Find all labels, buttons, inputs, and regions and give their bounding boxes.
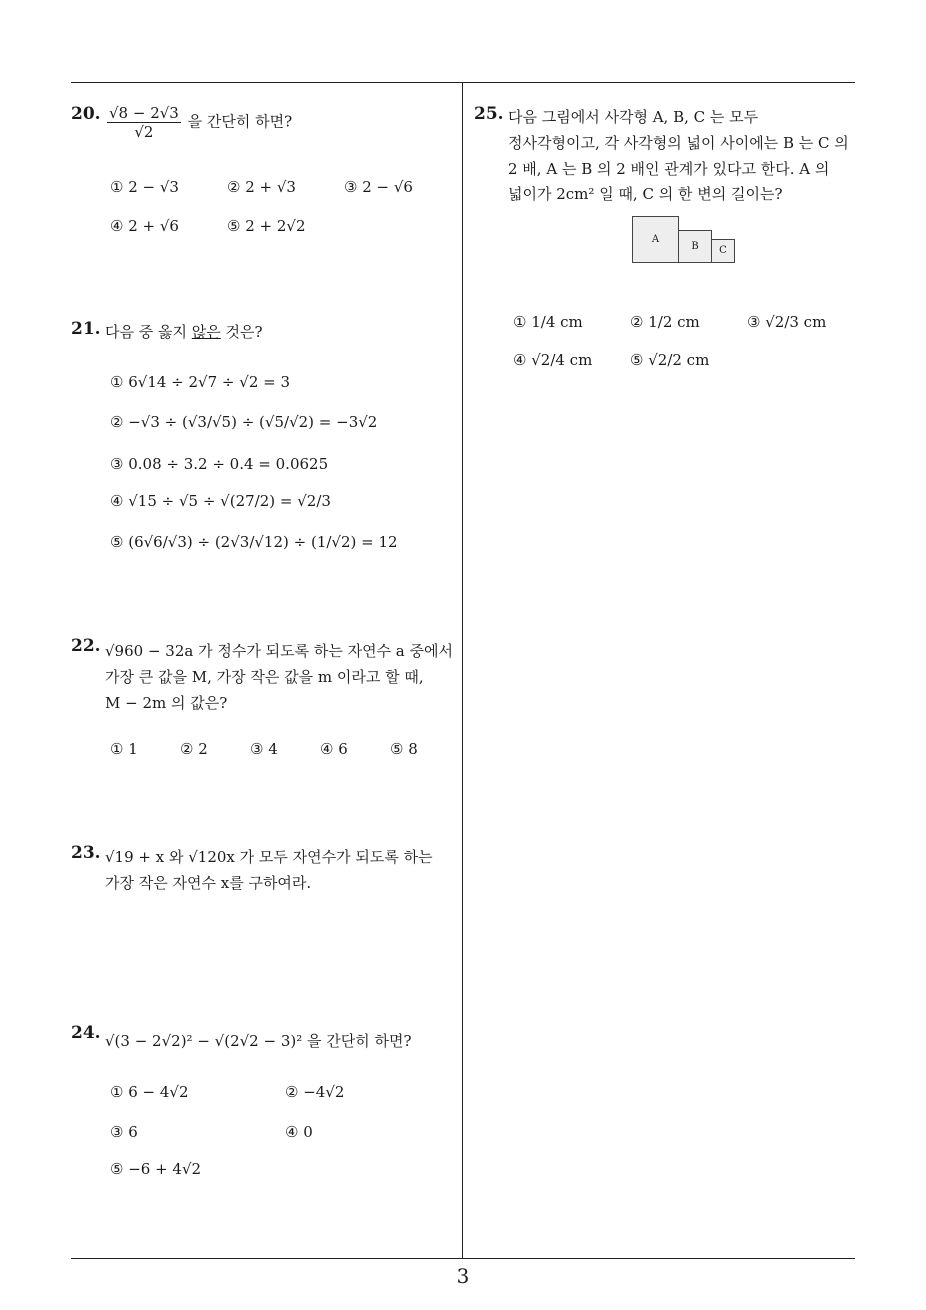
q24-option-3[interactable]: ③ 6 xyxy=(110,1123,138,1141)
question-number: 25. xyxy=(474,104,504,124)
question-number: 21. xyxy=(71,319,101,339)
q21-text-c: 것은? xyxy=(225,323,263,341)
q22-option-2[interactable]: ② 2 xyxy=(180,740,208,758)
q21-option-2[interactable]: ② −√3 ÷ (√3/√5) ÷ (√5/√2) = −3√2 xyxy=(110,413,378,431)
q21-text-underlined: 않은 xyxy=(191,323,221,341)
q25-line-3: 2 배, A 는 B 의 2 배인 관계가 있다고 한다. A 의 xyxy=(508,160,830,178)
q21-text-a: 다음 중 옳지 xyxy=(105,323,187,341)
q22-option-3[interactable]: ③ 4 xyxy=(250,740,278,758)
q23-line-2: 가장 작은 자연수 x를 구하여라. xyxy=(105,874,312,892)
square-a: A xyxy=(632,216,679,263)
q20-option-2[interactable]: ② 2 + √3 xyxy=(227,178,296,196)
q20-expression xyxy=(105,104,292,141)
q20-numerator: √8 − 2√3 xyxy=(109,104,179,122)
q23-line-1: √19 + x 와 √120x 가 모두 자연수가 되도록 하는 xyxy=(105,848,433,866)
q22-line-2: 가장 큰 값을 M, 가장 작은 값을 m 이라고 할 때, xyxy=(105,668,424,686)
q21-question xyxy=(105,321,263,342)
q22-line-3: M − 2m 의 값은? xyxy=(105,694,228,712)
q24-line-1: √(3 − 2√2)² − √(2√2 − 3)² 을 간단히 하면? xyxy=(105,1032,412,1050)
bottom-rule xyxy=(71,1258,855,1259)
q22-option-4[interactable]: ④ 6 xyxy=(320,740,348,758)
top-rule xyxy=(71,82,855,83)
q25-option-4[interactable]: ④ √2/4 cm xyxy=(513,351,593,369)
question-number: 22. xyxy=(71,636,101,656)
question-number: 24. xyxy=(71,1023,101,1043)
column-divider xyxy=(462,82,463,1258)
square-b: B xyxy=(678,230,712,263)
q21-option-1[interactable]: ① 6√14 ÷ 2√7 ÷ √2 = 3 xyxy=(110,373,291,391)
q21-option-3[interactable]: ③ 0.08 ÷ 3.2 ÷ 0.4 = 0.0625 xyxy=(110,455,329,473)
q20-denominator: √2 xyxy=(134,123,154,141)
question-number: 23. xyxy=(71,843,101,863)
q22-option-1[interactable]: ① 1 xyxy=(110,740,138,758)
q20-tail: 을 간단히 하면? xyxy=(187,112,293,131)
q25-option-5[interactable]: ⑤ √2/2 cm xyxy=(630,351,710,369)
q24-option-2[interactable]: ② −4√2 xyxy=(285,1083,345,1101)
q25-line-2: 정사각형이고, 각 사각형의 넓이 사이에는 B 는 C 의 xyxy=(508,134,849,152)
q24-option-5[interactable]: ⑤ −6 + 4√2 xyxy=(110,1160,202,1178)
q25-option-2[interactable]: ② 1/2 cm xyxy=(630,313,700,331)
q22-line-1: √960 − 32a 가 정수가 되도록 하는 자연수 a 중에서 xyxy=(105,642,453,660)
page-number: 3 xyxy=(456,1264,470,1288)
q21-option-5[interactable]: ⑤ (6√6/√3) ÷ (2√3/√12) ÷ (1/√2) = 12 xyxy=(110,533,398,551)
q20-option-4[interactable]: ④ 2 + √6 xyxy=(110,217,179,235)
q25-line-1: 다음 그림에서 사각형 A, B, C 는 모두 xyxy=(508,108,759,126)
q20-option-1[interactable]: ① 2 − √3 xyxy=(110,178,179,196)
q25-option-1[interactable]: ① 1/4 cm xyxy=(513,313,583,331)
q20-option-3[interactable]: ③ 2 − √6 xyxy=(344,178,413,196)
q25-line-4: 넓이가 2cm² 일 때, C 의 한 변의 길이는? xyxy=(508,185,783,203)
q21-option-4[interactable]: ④ √15 ÷ √5 ÷ √(27/2) = √2/3 xyxy=(110,492,331,510)
question-number: 20. xyxy=(71,104,101,124)
q20-option-5[interactable]: ⑤ 2 + 2√2 xyxy=(227,217,306,235)
q22-option-5[interactable]: ⑤ 8 xyxy=(390,740,418,758)
q24-option-1[interactable]: ① 6 − 4√2 xyxy=(110,1083,189,1101)
q24-option-4[interactable]: ④ 0 xyxy=(285,1123,313,1141)
q25-option-3[interactable]: ③ √2/3 cm xyxy=(747,313,827,331)
square-c: C xyxy=(711,239,735,263)
